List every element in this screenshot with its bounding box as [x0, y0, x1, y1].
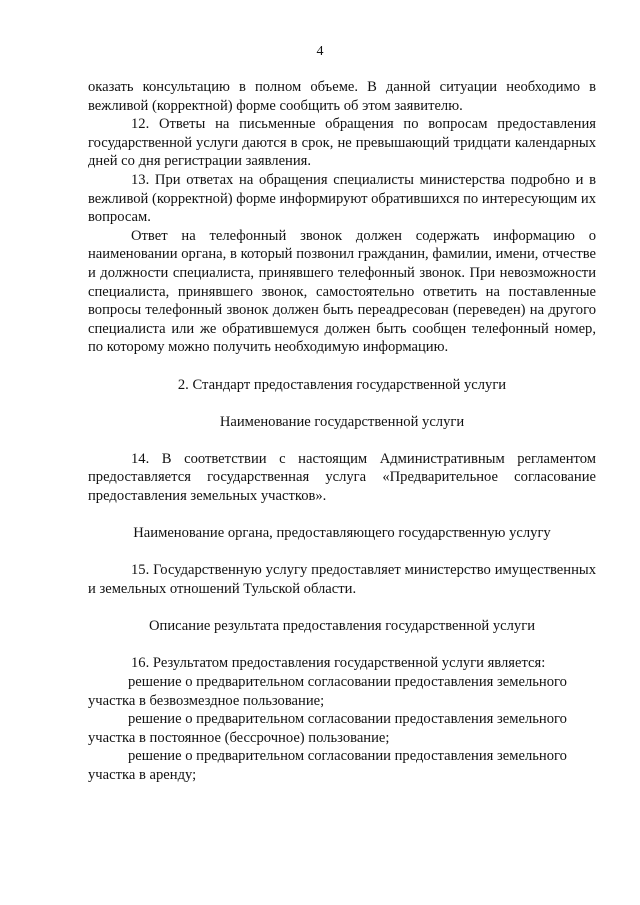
- list-item-3-line2: участка в аренду;: [88, 766, 197, 783]
- paragraph-16: 16. Результатом предоставления государственной услуги является:: [131, 655, 546, 672]
- paragraph-13: 13. При ответах на обращения специалисты министерства подробно и в вежливой (корректной) форме информируют обратившихся по интересующим их вопросам.: [88, 171, 596, 226]
- list-item-2-line1: решение о предварительном согласовании предоставления земельного: [128, 711, 567, 728]
- list-item-1-line1: решение о предварительном согласовании предоставления земельного: [128, 674, 567, 690]
- page-number: 4: [316, 44, 324, 59]
- paragraph-15: 15. Государственную услугу предоставляет министерство имущественных и земельных отношений Тульской области.: [88, 562, 596, 598]
- subheading-organ: Наименование органа, предоставляющего государственную услугу: [133, 525, 551, 542]
- paragraph-continuation: оказать консультацию в полном объеме. В данной ситуации необходимо в вежливой (корректной) форме сообщить об этом заявителю.: [88, 79, 596, 114]
- list-item-1-line2: участка в безвозмездное пользование;: [88, 692, 325, 709]
- list-item-3-line1: решение о предварительном согласовании предоставления земельного: [128, 748, 567, 765]
- paragraph-12: 12. Ответы на письменные обращения по вопросам предоставления государственной услуги даются в срок, не превышающий тридцати календарных дней со дня регистрации заявления.: [88, 116, 596, 170]
- section-heading-2: 2. Стандарт предоставления государственной услуги: [177, 376, 507, 393]
- subheading-result: Описание результата предоставления государственной услуги: [148, 618, 536, 635]
- document-body: [88, 78, 596, 785]
- list-item-2-line2: участка в постоянное (бессрочное) пользование;: [88, 729, 390, 746]
- paragraph-14: 14. В соответствии с настоящим Административным регламентом предоставляется государственная услуга «Предварительное согласование предоставления земельных участков».: [88, 450, 596, 505]
- paragraph-phone-answer: Ответ на телефонный звонок должен содержать информацию о наименовании органа, в который позвонил гражданин, фамилии, имени, отчестве и должности специалиста, принявшего телефонный звонок. При невозможности специалиста, принявшего звонок, самостоятельно ответить на поставленные вопросы телефонный звонок должен быть переадресован (переведен) на другого специалиста или же обратившемуся должен быть сообщен телефонный номер, по которому можно получить необходимую информацию.: [88, 227, 596, 356]
- subheading-service-name: Наименование государственной услуги: [219, 413, 465, 430]
